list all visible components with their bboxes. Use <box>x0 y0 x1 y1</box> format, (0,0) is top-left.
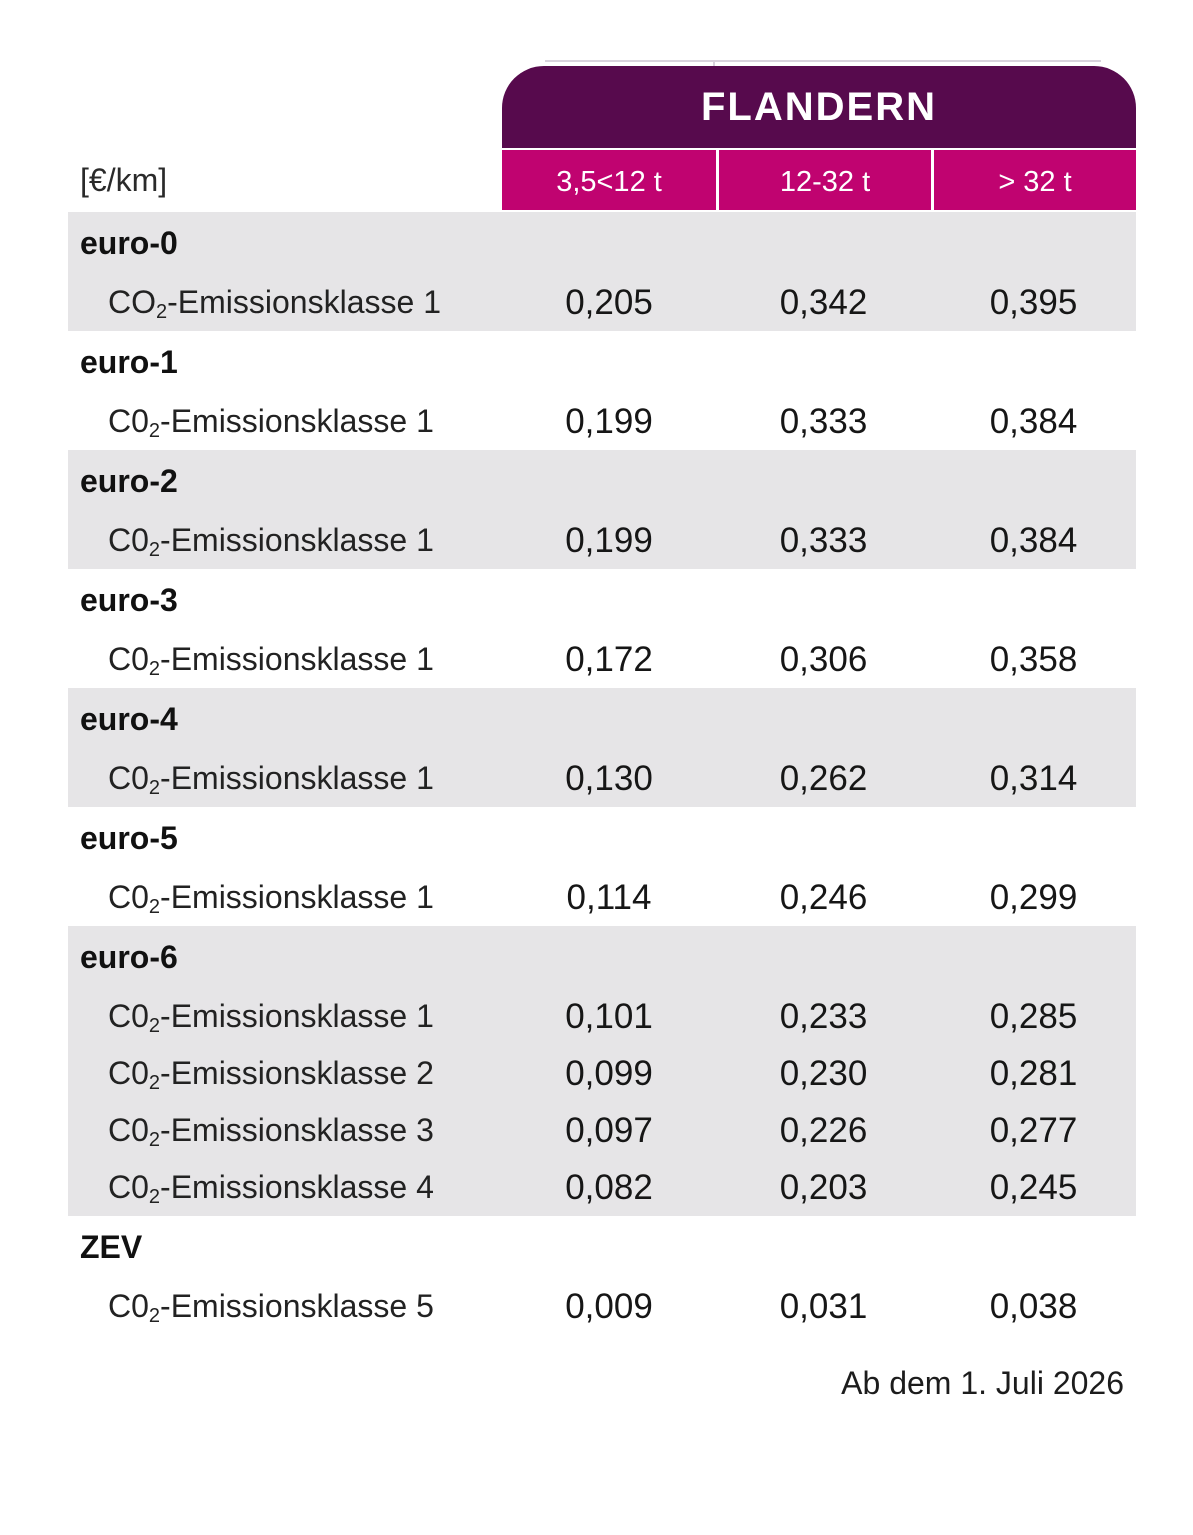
groups <box>68 212 1136 1335</box>
rate-value-col2: 0,233 <box>779 996 868 1036</box>
group-section-zev <box>68 1216 1136 1335</box>
unit-label: [€/km] <box>80 161 168 198</box>
rate-value-col1: 0,009 <box>565 1286 653 1326</box>
column-header-12-32t: 12-32 t <box>716 150 931 210</box>
rate-value-col3: 0,314 <box>989 758 1078 798</box>
rate-value-col1: 0,199 <box>565 520 653 560</box>
rate-value-col2: 0,226 <box>779 1110 868 1150</box>
rate-value-col1: 0,097 <box>565 1110 653 1150</box>
group-section-euro-4 <box>68 688 1136 807</box>
group-header-row <box>68 450 1136 512</box>
rate-value-col1: 0,130 <box>565 758 653 798</box>
rate-value-col3: 0,245 <box>989 1167 1078 1207</box>
emission-class-row <box>68 393 1136 450</box>
label-subscript: 2 <box>156 300 168 323</box>
label-rest: -Emissionsklasse 1 <box>167 284 441 320</box>
cropped-table-edge-line <box>545 60 1101 62</box>
group-name: euro-4 <box>80 700 178 737</box>
region-title: FLANDERN <box>701 84 937 129</box>
rate-value-col1: 0,172 <box>565 639 653 679</box>
rate-value-col3: 0,358 <box>989 639 1078 679</box>
label-subscript: 2 <box>148 1014 161 1037</box>
label-subscript: 2 <box>148 776 161 799</box>
rate-value-col3: 0,038 <box>989 1286 1078 1326</box>
label-subscript: 2 <box>148 657 161 680</box>
rate-value-col1: 0,082 <box>565 1167 653 1207</box>
region-banner <box>502 66 1136 148</box>
rate-value-col3: 0,395 <box>989 282 1078 322</box>
emission-class-row <box>68 750 1136 807</box>
group-header-row <box>68 331 1136 393</box>
label-rest: -Emissionsklasse 1 <box>160 998 434 1034</box>
label-rest: -Emissionsklasse 4 <box>160 1169 434 1205</box>
label-subscript: 2 <box>148 1071 161 1094</box>
group-name: euro-6 <box>80 938 178 975</box>
group-header-row <box>68 926 1136 988</box>
region-header-spacer <box>68 66 502 150</box>
rate-value-col2: 0,342 <box>779 282 868 322</box>
rate-value-col3: 0,285 <box>989 996 1078 1036</box>
group-name: euro-1 <box>80 343 178 380</box>
emission-class-label <box>68 750 502 807</box>
rate-value-col1: 0,099 <box>565 1053 653 1093</box>
emission-class-row <box>68 1102 1136 1159</box>
group-section-euro-5 <box>68 807 1136 926</box>
rate-value-col2: 0,203 <box>779 1167 868 1207</box>
rate-value-col3: 0,277 <box>989 1110 1078 1150</box>
emission-class-row <box>68 274 1136 331</box>
toll-rate-table <box>68 66 1136 1403</box>
rate-value-col2: 0,333 <box>779 401 868 441</box>
label-main: C0 <box>108 998 149 1034</box>
label-rest: -Emissionsklasse 2 <box>160 1055 434 1091</box>
group-header-row <box>68 807 1136 869</box>
label-subscript: 2 <box>148 419 161 442</box>
label-rest: -Emissionsklasse 1 <box>160 641 434 677</box>
group-name: euro-2 <box>80 462 178 499</box>
rate-value-col1: 0,205 <box>565 282 653 322</box>
rate-value-col1: 0,101 <box>565 996 653 1036</box>
emission-class-label <box>68 1159 502 1216</box>
emission-class-row <box>68 1278 1136 1335</box>
rate-value-col2: 0,230 <box>779 1053 868 1093</box>
label-subscript: 2 <box>148 1185 161 1208</box>
label-subscript: 2 <box>148 895 161 918</box>
label-main: C0 <box>108 1169 149 1205</box>
label-main: C0 <box>108 1055 149 1091</box>
emission-class-label <box>68 512 502 569</box>
label-rest: -Emissionsklasse 5 <box>160 1288 434 1324</box>
group-header-row <box>68 1216 1136 1278</box>
emission-class-label <box>68 1045 502 1102</box>
label-main: C0 <box>108 522 149 558</box>
rate-value-col3: 0,384 <box>989 401 1078 441</box>
rate-value-col1: 0,199 <box>565 401 653 441</box>
rate-value-col1: 0,114 <box>566 877 652 917</box>
label-main: C0 <box>108 760 149 796</box>
emission-class-label <box>68 631 502 688</box>
label-rest: -Emissionsklasse 1 <box>160 760 434 796</box>
group-section-euro-6 <box>68 926 1136 1216</box>
group-header-row <box>68 212 1136 274</box>
rate-value-col3: 0,281 <box>989 1053 1078 1093</box>
emission-class-row <box>68 869 1136 926</box>
valid-from-note: Ab dem 1. Juli 2026 <box>841 1364 1124 1401</box>
rate-value-col3: 0,384 <box>989 520 1078 560</box>
emission-class-row <box>68 1159 1136 1216</box>
emission-class-row <box>68 512 1136 569</box>
emission-class-row <box>68 1045 1136 1102</box>
label-subscript: 2 <box>148 1304 161 1327</box>
group-section-euro-2 <box>68 450 1136 569</box>
emission-class-label <box>68 393 502 450</box>
rate-value-col2: 0,262 <box>779 758 868 798</box>
label-main: CO <box>108 284 156 320</box>
rate-value-col2: 0,031 <box>779 1286 868 1326</box>
rate-value-col3: 0,299 <box>989 877 1078 917</box>
group-section-euro-1 <box>68 331 1136 450</box>
rate-value-col2: 0,246 <box>779 877 868 917</box>
emission-class-label <box>68 869 502 926</box>
group-section-euro-3 <box>68 569 1136 688</box>
label-main: C0 <box>108 1112 149 1148</box>
group-name: euro-0 <box>80 224 178 261</box>
label-rest: -Emissionsklasse 1 <box>160 403 434 439</box>
column-header-over-32t: > 32 t <box>931 150 1136 210</box>
label-main: C0 <box>108 403 149 439</box>
group-name: ZEV <box>80 1228 143 1265</box>
label-subscript: 2 <box>148 538 161 561</box>
region-header-row <box>68 66 1136 150</box>
label-rest: -Emissionsklasse 1 <box>160 879 434 915</box>
label-main: C0 <box>108 879 149 915</box>
emission-class-label <box>68 988 502 1045</box>
label-subscript: 2 <box>148 1128 161 1151</box>
emission-class-label <box>68 1278 502 1335</box>
group-name: euro-3 <box>80 581 178 618</box>
group-header-row <box>68 688 1136 750</box>
emission-class-row <box>68 631 1136 688</box>
group-section-euro-0 <box>68 212 1136 331</box>
label-main: C0 <box>108 1288 149 1324</box>
rate-value-col2: 0,333 <box>779 520 868 560</box>
label-rest: -Emissionsklasse 3 <box>160 1112 434 1148</box>
emission-class-row <box>68 988 1136 1045</box>
emission-class-label <box>68 1102 502 1159</box>
weight-class-header-row <box>68 150 1136 210</box>
group-name: euro-5 <box>80 819 178 856</box>
label-rest: -Emissionsklasse 1 <box>160 522 434 558</box>
column-header-3-5-12t: 3,5<12 t <box>502 150 716 210</box>
label-main: C0 <box>108 641 149 677</box>
rate-value-col2: 0,306 <box>779 639 868 679</box>
emission-class-label <box>68 274 502 331</box>
group-header-row <box>68 569 1136 631</box>
